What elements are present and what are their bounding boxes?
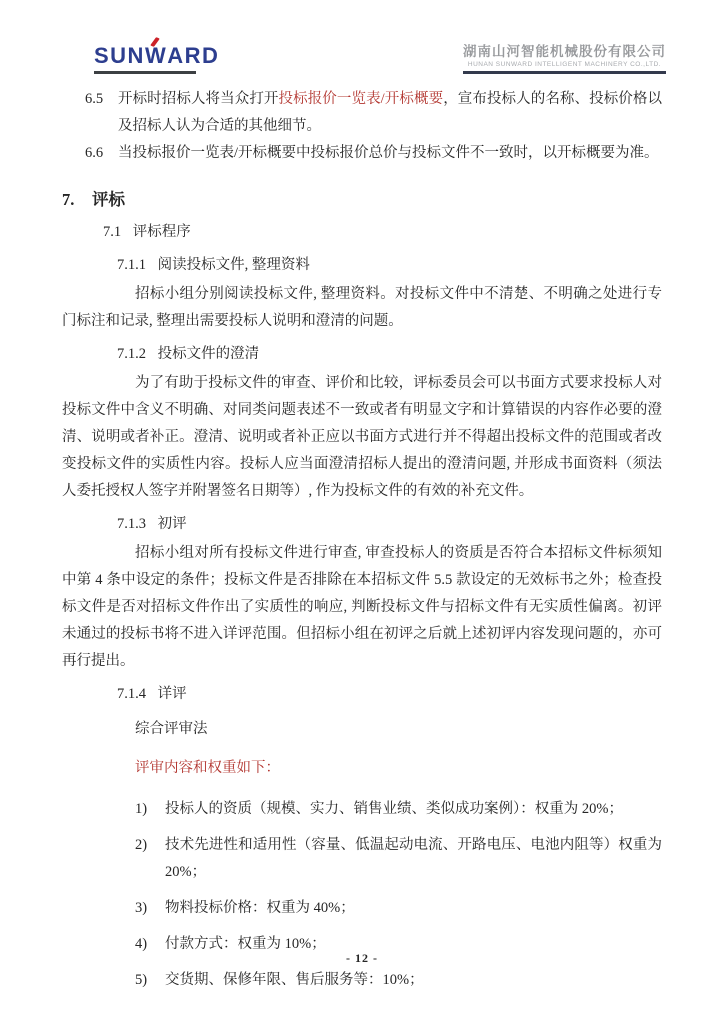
list-item-text: 付款方式：权重为 10%； bbox=[165, 935, 326, 952]
logo-text-pre: SUNW bbox=[94, 43, 168, 69]
clause-6-5-text-before: 开标时招标人将当众打开 bbox=[118, 91, 279, 107]
paragraph-7-1-1: 招标小组分别阅读投标文件, 整理资料。对投标文件中不清楚、不明确之处进行专门标注和记录, 整理出需要投标人说明和澄清的问题。 bbox=[62, 286, 662, 330]
clause-number: 6.5 bbox=[85, 91, 104, 107]
list-item-text: 物料投标价格：权重为 40%； bbox=[165, 899, 355, 916]
page-number: - 12 - bbox=[346, 951, 378, 965]
subsection-number: 7.1 bbox=[103, 224, 122, 241]
weight-list-item bbox=[135, 967, 662, 994]
company-name-block bbox=[463, 44, 666, 74]
evaluation-method-line: 综合评审法 bbox=[135, 720, 208, 737]
subsection-number: 7.1.1 bbox=[117, 257, 146, 274]
section-title: 评标 bbox=[92, 189, 125, 209]
clause-6-6 bbox=[85, 140, 662, 167]
list-item-number: 3) bbox=[135, 899, 148, 916]
company-name-english: HUNAN SUNWARD INTELLIGENT MACHINERY CO.,LTD. bbox=[467, 61, 662, 69]
company-name-chinese: 湖南山河智能机械股份有限公司 bbox=[463, 44, 666, 59]
list-item-number: 1) bbox=[135, 800, 148, 817]
clause-text bbox=[118, 86, 662, 140]
subsection-title: 评标程序 bbox=[132, 224, 191, 241]
paragraph-7-1-2: 为了有助于投标文件的审查、评价和比较，评标委员会可以书面方式要求投标人对投标文件中含义不明确、对同类问题表述不一致或者有明显文字和计算错误的内容作必要的澄清、说明或者补正。澄清、说明或者补正应以书面方式进行并不得超出投标文件的范围或者改变投标文件的实质性内容。投标人应当面澄清招标人提出的澄清问题, 并形成书面资料（须法人委托授权人签字并附署签名日期等）, 作为投标文件的有效的补充文件。 bbox=[62, 375, 662, 500]
subsection-7-1-1-heading bbox=[117, 252, 662, 279]
list-item-text: 技术先进性和适用性（容量、低温起动电流、开路电压、电池内阻等）权重为 20%； bbox=[165, 836, 662, 880]
subsection-title: 投标文件的澄清 bbox=[157, 346, 260, 363]
list-item-text: 投标人的资质（规模、实力、销售业绩、类似成功案例）：权重为 20%； bbox=[165, 800, 623, 817]
subsection-7-1-4-heading bbox=[117, 681, 662, 708]
subsection-title: 初评 bbox=[157, 515, 187, 532]
subsection-title: 阅读投标文件, 整理资料 bbox=[157, 257, 310, 274]
section-number: 7. bbox=[62, 189, 75, 209]
weights-heading: 评审内容和权重如下： bbox=[135, 759, 280, 776]
paragraph-7-1-3: 招标小组对所有投标文件进行审查, 审查投标人的资质是否符合本招标文件标须知中第 4 条中设定的条件；投标文件是否排除在本招标文件 5.5 款设定的无效标书之外；检查投标文件是否对招标文件作出了实质性的响应, 判断投标文件与招标文件有无实质性偏离。初评未通过的投标书将不进入详评范围。但招标小组在初评之后就上述初评内容发现问题的，亦可再行提出。 bbox=[62, 544, 662, 669]
company-underline bbox=[463, 71, 666, 74]
page-header bbox=[94, 44, 666, 74]
weight-list-item bbox=[135, 895, 662, 922]
list-item-number: 4) bbox=[135, 935, 148, 952]
document-body bbox=[62, 86, 662, 1003]
subsection-number: 7.1.3 bbox=[117, 515, 146, 532]
subsection-7-1-heading bbox=[103, 219, 662, 246]
sunward-logo-text bbox=[94, 45, 219, 67]
weight-list-item bbox=[135, 796, 662, 823]
clause-6-5-red-text: 投标报价一览表/开标概要 bbox=[278, 91, 444, 107]
section-7-heading bbox=[62, 187, 662, 213]
subsection-7-1-3-heading bbox=[117, 511, 662, 538]
weight-list-item bbox=[135, 832, 662, 886]
list-item-number: 2) bbox=[135, 836, 148, 853]
subsection-number: 7.1.2 bbox=[117, 346, 146, 363]
clause-6-5-text-after: ，宣布投标人的名称、投标价格以及招标人认为合适的其他细节。 bbox=[118, 91, 662, 134]
list-item-text: 交货期、保修年限、售后服务等：10%； bbox=[165, 971, 424, 988]
subsection-7-1-2-heading bbox=[117, 341, 662, 368]
clause-6-5 bbox=[85, 86, 662, 140]
clause-text: 当投标报价一览表/开标概要中投标报价总价与投标文件不一致时，以开标概要为准。 bbox=[118, 144, 659, 161]
logo-text-post: ARD bbox=[167, 43, 220, 69]
list-item-number: 5) bbox=[135, 971, 148, 988]
clause-number: 6.6 bbox=[85, 144, 104, 161]
logo-underline bbox=[94, 71, 196, 74]
subsection-title: 详评 bbox=[157, 685, 187, 702]
sunward-logo bbox=[94, 45, 219, 74]
subsection-number: 7.1.4 bbox=[117, 685, 146, 702]
page-footer bbox=[0, 951, 724, 966]
